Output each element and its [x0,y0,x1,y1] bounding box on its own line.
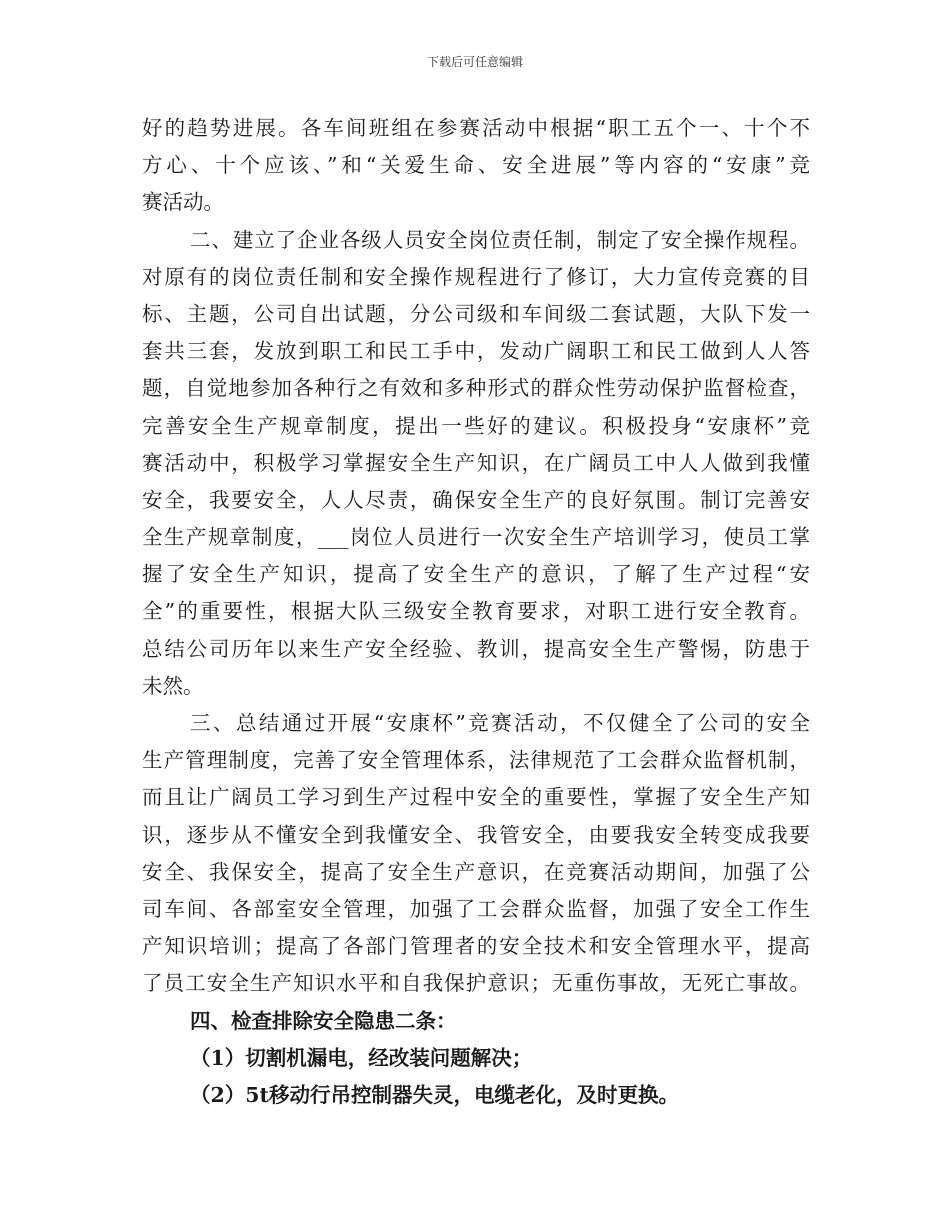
text-line: 二、建立了企业各级人员安全岗位责任制，制定了安全操作规程。 [190,227,810,252]
text-line: 标、主题，公司自出试题，分公司级和车间级二套试题，大队下发一 [142,301,810,326]
text-line: （1）切割机漏电，经改装问题解决； [190,1045,533,1070]
text-line: 识，逐步从不懂安全到我懂安全、我管安全，由要我安全转变成我要 [142,822,810,847]
page-header: 下载后可任意编辑 [426,55,523,69]
text-line: 司车间、各部室安全管理，加强了工会群众监督，加强了安全工作生 [142,896,810,921]
text-line: （2）5t移动行吊控制器失灵，电缆老化，及时更换。 [190,1082,679,1107]
text-line: 而且让广阔员工学习到生产过程中安全的重要性，掌握了安全生产知 [142,785,810,810]
text-line: 全”的重要性，根据大队三级安全教育要求，对职工进行安全教育。 [142,599,810,624]
text-line: 好的趋势进展。各车间班组在参赛活动中根据“职工五个一、十个不 [142,116,810,140]
text-line: 套共三套，发放到职工和民工手中，发动广阔职工和民工做到人人答 [142,339,810,364]
text-line: 生产管理制度，完善了安全管理体系，法律规范了工会群众监督机制， [142,748,810,773]
text-line: 方心、十个应该、”和“关爱生命、安全进展”等内容的“安康”竞 [142,153,810,178]
text-line: 对原有的岗位责任制和安全操作规程进行了修订，大力宣传竞赛的目 [142,264,810,289]
text-line: 安全，我要安全，人人尽责，确保安全生产的良好氛围。制订完善安 [142,487,810,512]
text-line: 未然。 [142,673,204,698]
text-line: 题，自觉地参加各种行之有效和多种形式的群众性劳动保护监督检查， [142,376,810,401]
text-line: 总结公司历年以来生产安全经验、教训，提高安全生产警惕，防患于 [142,636,810,661]
text-line: 赛活动中，积极学习掌握安全生产知识，在广阔员工中人人做到我懂 [142,450,810,475]
text-line: 完善安全生产规章制度，提出一些好的建议。积极投身“安康杯”竞 [142,413,810,438]
document-body [142,110,810,1114]
text-line: 三、总结通过开展“安康杯”竞赛活动，不仅健全了公司的安全 [190,711,810,735]
text-line: 赛活动。 [142,190,224,215]
text-line: 四、检查排除安全隐患二条： [190,1008,457,1033]
text-line: 了员工安全生产知识水平和自我保护意识；无重伤事故，无死亡事故。 [142,971,810,996]
text-line: 产知识培训；提高了各部门管理者的安全技术和安全管理水平，提高 [142,934,810,959]
text-line: 全生产规章制度，___岗位人员进行一次安全生产培训学习，使员工掌 [142,525,810,550]
text-line: 安全、我保安全，提高了安全生产意识，在竞赛活动期间，加强了公 [142,859,810,884]
text-line: 握了安全生产知识，提高了安全生产的意识，了解了生产过程“安 [142,562,810,587]
